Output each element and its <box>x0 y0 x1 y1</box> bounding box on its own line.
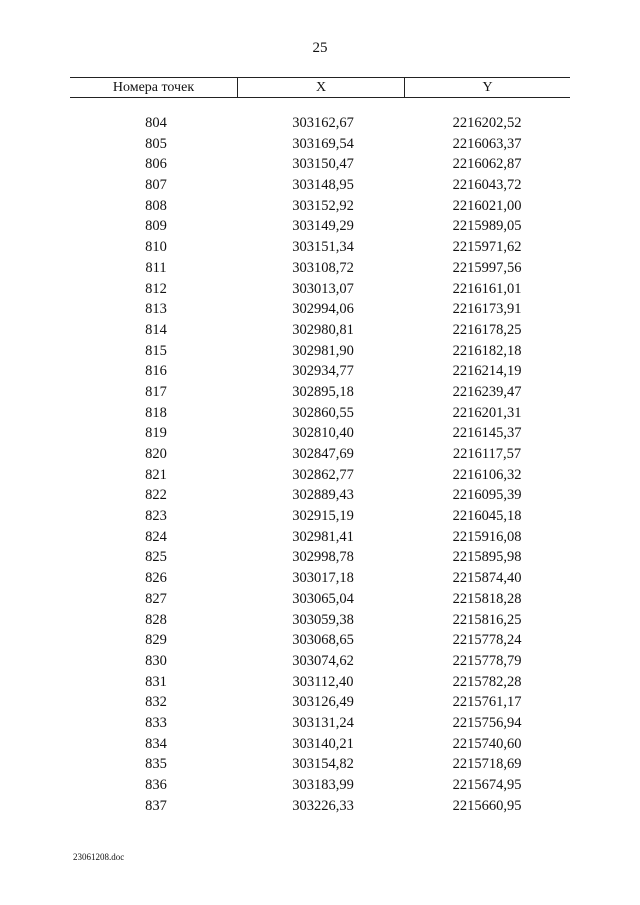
y-coordinate-cell: 2215818,28 <box>452 590 522 607</box>
y-coordinate-cell: 2215816,25 <box>452 611 522 628</box>
x-coordinate-cell: 303074,62 <box>292 652 354 669</box>
x-coordinate-cell: 303017,18 <box>292 570 354 587</box>
table-row <box>70 216 570 237</box>
point-number-cell: 805 <box>145 135 167 152</box>
x-coordinate-cell: 303151,34 <box>292 239 354 256</box>
y-coordinate-cell: 2216063,37 <box>452 135 522 152</box>
table-row <box>70 361 570 382</box>
point-number-cell: 836 <box>145 777 167 793</box>
x-coordinate-cell: 303169,54 <box>292 135 354 152</box>
y-coordinate-cell: 2215756,94 <box>452 714 522 731</box>
table-row <box>70 320 570 341</box>
point-number-cell: 811 <box>145 259 167 276</box>
y-coordinate-cell: 2216145,37 <box>452 425 522 442</box>
y-coordinate-cell: 2216161,01 <box>452 280 522 297</box>
y-coordinate-cell: 2216095,39 <box>452 487 522 504</box>
table-row <box>70 506 570 527</box>
table-body <box>70 113 570 816</box>
x-coordinate-cell: 302934,77 <box>292 363 354 380</box>
point-number-cell: 810 <box>145 239 167 256</box>
point-number-cell: 833 <box>145 714 167 731</box>
table-row <box>70 775 570 796</box>
y-coordinate-cell: 2215971,62 <box>452 239 522 256</box>
point-number-cell: 823 <box>145 508 167 525</box>
x-coordinate-cell: 303126,49 <box>292 694 354 711</box>
point-number-cell: 817 <box>145 383 167 400</box>
point-number-cell: 808 <box>145 197 167 214</box>
x-coordinate-cell: 303112,40 <box>292 673 354 690</box>
table-row <box>70 796 570 817</box>
y-coordinate-cell: 2215740,60 <box>452 735 522 752</box>
table-row <box>70 196 570 217</box>
point-number-cell: 806 <box>145 156 167 173</box>
y-coordinate-cell: 2216043,72 <box>452 177 522 194</box>
point-number-cell: 816 <box>145 363 167 380</box>
y-coordinate-cell: 2216045,18 <box>452 508 522 525</box>
point-number-cell: 829 <box>145 632 167 649</box>
x-coordinate-cell: 303150,47 <box>292 156 354 173</box>
x-coordinate-cell: 302860,55 <box>292 404 354 421</box>
point-number-cell: 821 <box>145 466 167 483</box>
table-row <box>70 341 570 362</box>
point-number-cell: 822 <box>145 487 167 504</box>
table-row <box>70 651 570 672</box>
page-number: 25 <box>312 40 328 56</box>
x-coordinate-cell: 302994,06 <box>292 301 354 318</box>
y-coordinate-cell: 2215782,28 <box>452 673 522 690</box>
y-coordinate-cell: 2216182,18 <box>452 342 522 359</box>
table-row <box>70 382 570 403</box>
table-row <box>70 589 570 610</box>
x-coordinate-cell: 303059,38 <box>292 611 354 628</box>
point-number-cell: 814 <box>145 321 167 338</box>
x-coordinate-cell: 303149,29 <box>292 218 354 235</box>
table-row <box>70 610 570 631</box>
table-row <box>70 754 570 775</box>
x-coordinate-cell: 303108,72 <box>292 259 354 276</box>
point-number-cell: 812 <box>145 280 167 297</box>
table-row <box>70 630 570 651</box>
x-coordinate-cell: 303152,92 <box>292 197 354 214</box>
x-coordinate-cell: 302980,81 <box>292 321 354 338</box>
table-row <box>70 175 570 196</box>
x-coordinate-cell: 302810,40 <box>292 425 354 442</box>
x-coordinate-cell: 303154,82 <box>292 756 354 773</box>
header-y: Y <box>482 79 493 95</box>
x-coordinate-cell: 302862,77 <box>292 466 354 483</box>
x-coordinate-cell: 303162,67 <box>292 115 354 131</box>
x-coordinate-cell: 303226,33 <box>292 797 354 814</box>
y-coordinate-cell: 2216021,00 <box>452 197 522 214</box>
table-row <box>70 568 570 589</box>
table-row <box>70 423 570 444</box>
y-coordinate-cell: 2216239,47 <box>452 383 522 400</box>
point-number-cell: 835 <box>145 756 167 773</box>
y-coordinate-cell: 2216201,31 <box>452 404 522 421</box>
x-coordinate-cell: 303013,07 <box>292 280 354 297</box>
point-number-cell: 818 <box>145 404 167 421</box>
y-coordinate-cell: 2216202,52 <box>452 115 522 131</box>
x-coordinate-cell: 302889,43 <box>292 487 354 504</box>
x-coordinate-cell: 303140,21 <box>292 735 354 752</box>
y-coordinate-cell: 2215997,56 <box>452 259 522 276</box>
y-coordinate-cell: 2215778,79 <box>452 652 522 669</box>
y-coordinate-cell: 2215895,98 <box>452 549 522 566</box>
point-number-cell: 826 <box>145 570 167 587</box>
y-coordinate-cell: 2216106,32 <box>452 466 522 483</box>
y-coordinate-cell: 2216178,25 <box>452 321 522 338</box>
y-coordinate-cell: 2215718,69 <box>452 756 522 773</box>
point-number-cell: 807 <box>145 177 167 194</box>
x-coordinate-cell: 303065,04 <box>292 590 354 607</box>
x-coordinate-cell: 302915,19 <box>292 508 354 525</box>
y-coordinate-cell: 2215778,24 <box>452 632 522 649</box>
table-row <box>70 547 570 568</box>
x-coordinate-cell: 302981,90 <box>292 342 354 359</box>
x-coordinate-cell: 303131,24 <box>292 714 354 731</box>
y-coordinate-cell: 2215989,05 <box>452 218 522 235</box>
table-row <box>70 444 570 465</box>
point-number-cell: 828 <box>145 611 167 628</box>
table-row <box>70 465 570 486</box>
x-coordinate-cell: 302847,69 <box>292 446 354 462</box>
table-row <box>70 734 570 755</box>
point-number-cell: 813 <box>145 301 167 318</box>
x-coordinate-cell: 302981,41 <box>292 528 354 545</box>
table-row <box>70 527 570 548</box>
point-number-cell: 830 <box>145 652 167 669</box>
point-number-cell: 837 <box>145 797 167 814</box>
y-coordinate-cell: 2215660,95 <box>452 797 522 814</box>
y-coordinate-cell: 2215761,17 <box>452 694 522 711</box>
table-header <box>70 77 570 98</box>
x-coordinate-cell: 303068,65 <box>292 632 354 649</box>
header-x: X <box>238 78 405 97</box>
table-row <box>70 113 570 134</box>
table-row <box>70 485 570 506</box>
point-number-cell: 832 <box>145 694 167 711</box>
table-row <box>70 237 570 258</box>
point-number-cell: 831 <box>145 673 167 690</box>
point-number-cell: 819 <box>145 425 167 442</box>
table-row <box>70 258 570 279</box>
point-number-cell: 809 <box>145 218 167 235</box>
y-coordinate-cell: 2215674,95 <box>452 777 522 793</box>
y-coordinate-cell: 2216214,19 <box>452 363 522 380</box>
point-number-cell: 824 <box>145 528 167 545</box>
x-coordinate-cell: 302998,78 <box>292 549 354 566</box>
x-coordinate-cell: 303148,95 <box>292 177 354 194</box>
table-row <box>70 403 570 424</box>
point-number-cell: 827 <box>145 590 167 607</box>
table-row <box>70 692 570 713</box>
table-row <box>70 713 570 734</box>
y-coordinate-cell: 2216173,91 <box>452 301 522 318</box>
x-coordinate-cell: 303183,99 <box>292 777 354 793</box>
x-coordinate-cell: 302895,18 <box>292 383 354 400</box>
point-number-cell: 820 <box>145 446 167 462</box>
table-row <box>70 134 570 155</box>
y-coordinate-cell: 2216117,57 <box>452 446 522 462</box>
y-coordinate-cell: 2216062,87 <box>452 156 522 173</box>
point-number-cell: 804 <box>145 115 167 131</box>
point-number-cell: 815 <box>145 342 167 359</box>
y-coordinate-cell: 2215874,40 <box>452 570 522 587</box>
y-coordinate-cell: 2215916,08 <box>452 528 522 545</box>
table-row <box>70 299 570 320</box>
table-row <box>70 279 570 300</box>
file-name-footer: 23061208.doc <box>73 852 125 862</box>
point-number-cell: 834 <box>145 735 167 752</box>
table-row <box>70 154 570 175</box>
point-number-cell: 825 <box>145 549 167 566</box>
table-row <box>70 672 570 693</box>
header-point-number: Номера точек <box>70 78 238 97</box>
